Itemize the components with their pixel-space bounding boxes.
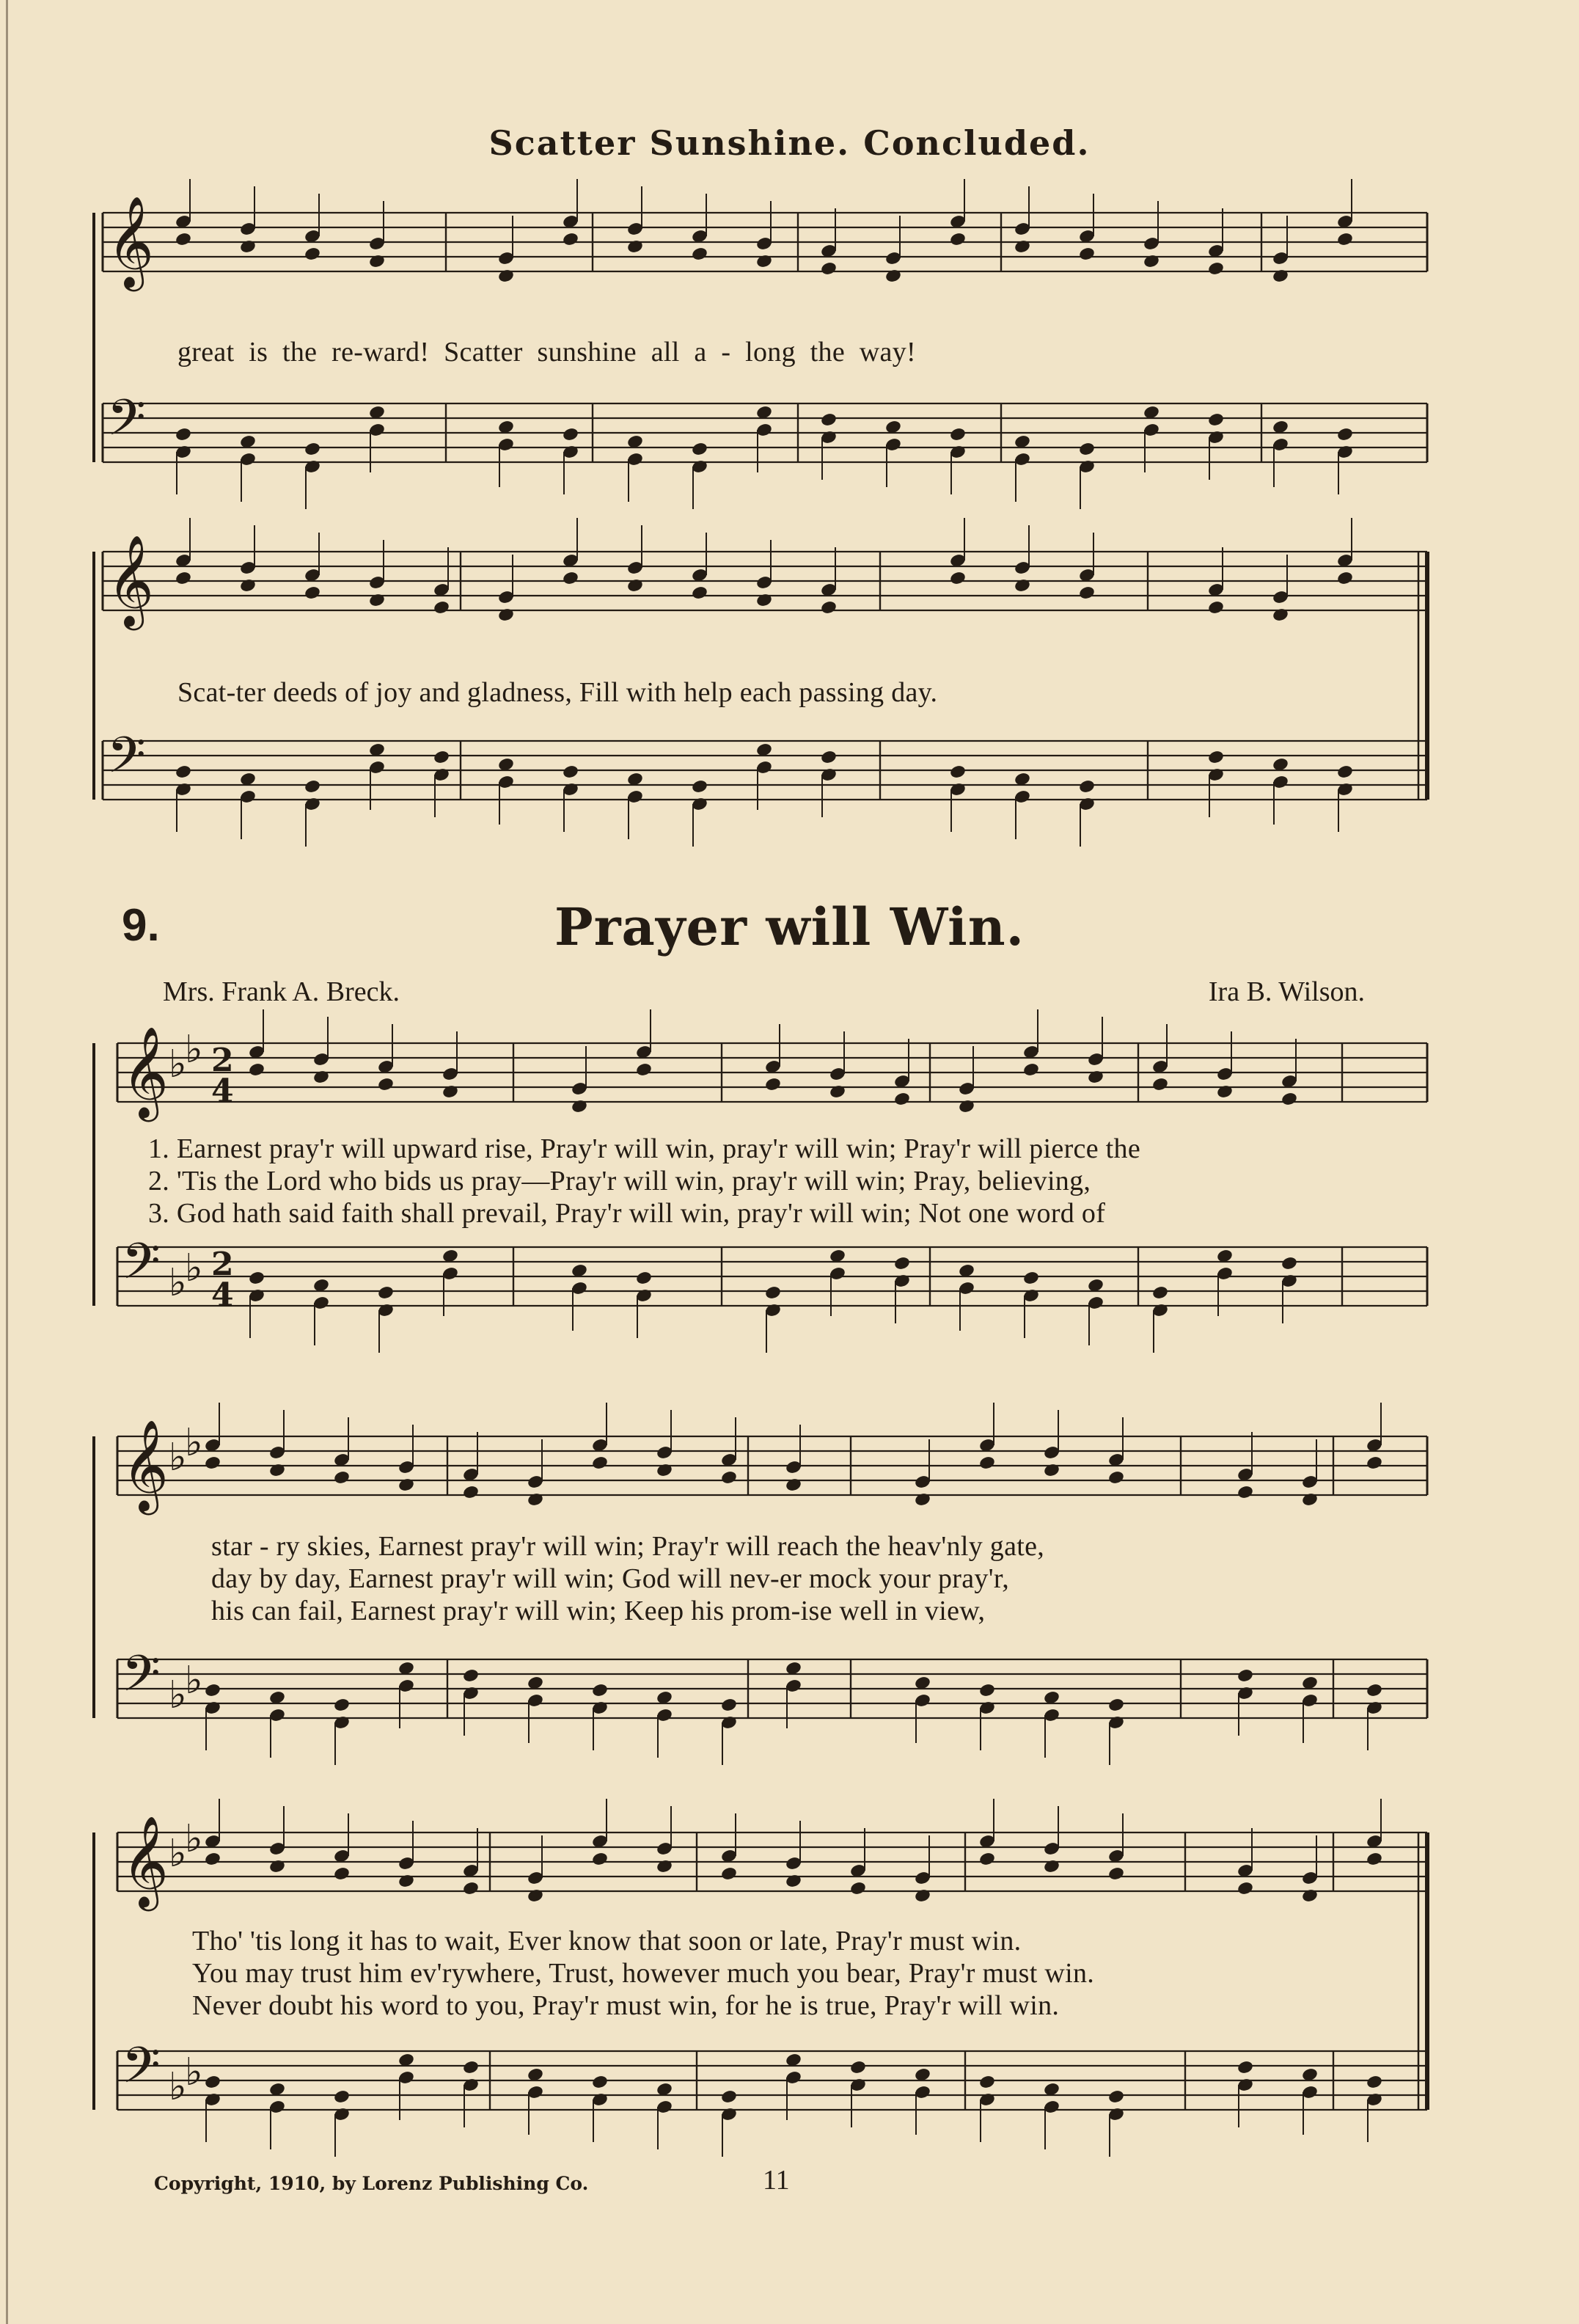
note-head [562, 232, 579, 247]
note-head [1151, 1285, 1169, 1301]
note-head [591, 2075, 609, 2090]
note-head [333, 1866, 351, 1882]
note-head [433, 600, 450, 615]
note-head [949, 571, 967, 586]
note-head [377, 1285, 395, 1301]
note-head [1014, 239, 1031, 255]
note-head [1301, 1888, 1319, 1904]
note-head [377, 1077, 395, 1092]
flat-sign: ♭ [185, 1659, 203, 1703]
note-head [820, 600, 838, 615]
treble-clef-symbol: 𝄞 [107, 196, 154, 288]
note-head [204, 1852, 221, 1867]
flat-sign: ♭ [169, 1261, 187, 1305]
note-head [591, 1852, 609, 1867]
note-head [820, 750, 838, 765]
page-number: 11 [763, 2165, 790, 2196]
note-head [656, 1463, 673, 1478]
verse-line: 2. 'Tis the Lord who bids us pray—Pray'r will win, pray'r will win; Pray, believing, [148, 1166, 1091, 1196]
note-head [691, 246, 708, 262]
note-head [1336, 764, 1354, 780]
song-number: 9. [122, 900, 160, 951]
note-head [820, 261, 838, 277]
note-head [1237, 2060, 1254, 2075]
note-head [398, 1477, 415, 1493]
note-head [175, 764, 192, 780]
note-head [304, 246, 321, 262]
lyricist-credit: Mrs. Frank A. Breck. [163, 976, 400, 1007]
running-header-title: Scatter Sunshine. Concluded. [488, 123, 1091, 163]
note-head [978, 1455, 996, 1471]
note-head [562, 764, 579, 780]
note-head [571, 1099, 588, 1114]
note-head [248, 1271, 265, 1286]
note-head [978, 1852, 996, 1867]
note-head [368, 254, 386, 269]
note-head [691, 585, 708, 601]
note-head [949, 232, 967, 247]
note-head [1107, 2089, 1125, 2105]
note-head [1237, 1881, 1254, 1896]
verse-line: You may trust him ev'rywhere, Trust, however much you bear, Pray'r must win. [192, 1958, 1095, 1989]
flat-sign: ♭ [169, 1832, 187, 1876]
treble-clef-symbol: 𝄞 [122, 1026, 169, 1118]
continued-lyric-line-2: Scat-ter deeds of joy and gladness, Fill with help each passing day. [177, 677, 938, 708]
note-head [1078, 585, 1096, 601]
note-head [204, 1455, 221, 1471]
note-head [1107, 1866, 1125, 1882]
song-title: Prayer will Win. [554, 896, 1025, 957]
note-head [978, 2075, 996, 2090]
note-head [442, 1084, 459, 1100]
bass-clef-symbol: 𝄢 [107, 390, 146, 459]
verse-line: Tho' 'tis long it has to wait, Ever know that soon or late, Pray'r must win. [192, 1926, 1022, 1956]
note-head [591, 1455, 609, 1471]
note-head [175, 232, 192, 247]
time-signature-top: 2 [211, 1246, 234, 1283]
note-head [527, 1492, 544, 1508]
flat-sign: ♭ [185, 2050, 203, 2094]
note-head [720, 1698, 738, 1713]
note-head [1336, 571, 1354, 586]
note-head [626, 578, 644, 593]
note-head [764, 1077, 782, 1092]
note-head [1366, 2075, 1383, 2090]
note-head [1087, 1070, 1104, 1085]
treble-clef-symbol: 𝄞 [122, 1419, 169, 1511]
note-head [239, 239, 257, 255]
note-head [626, 239, 644, 255]
note-head [949, 427, 967, 442]
note-head [914, 1888, 931, 1904]
verse-line: Never doubt his word to you, Pray'r must win, for he is true, Pray'r will win. [192, 1990, 1060, 2021]
note-head [1237, 1485, 1254, 1500]
note-head [239, 578, 257, 593]
note-head [764, 1285, 782, 1301]
note-head [1078, 779, 1096, 794]
flat-sign: ♭ [185, 1421, 203, 1465]
note-head [1151, 1077, 1169, 1092]
note-head [893, 1092, 911, 1107]
flat-sign: ♭ [185, 1246, 203, 1290]
bass-clef-symbol: 𝄢 [122, 1645, 161, 1715]
note-head [820, 412, 838, 428]
flat-sign: ♭ [185, 1817, 203, 1861]
note-head [1207, 750, 1225, 765]
note-head [1078, 442, 1096, 457]
note-head [635, 1271, 653, 1286]
bass-clef-symbol: 𝄢 [122, 2037, 161, 2107]
note-head [497, 607, 515, 623]
verse-line: 1. Earnest pray'r will upward rise, Pray'r will win, pray'r will win; Pray'r will pierce the [148, 1133, 1140, 1164]
time-signature-bottom: 4 [211, 1073, 234, 1110]
note-head [304, 779, 321, 794]
note-head [175, 427, 192, 442]
note-head [1366, 1455, 1383, 1471]
note-head [1272, 268, 1289, 284]
bass-clef-symbol: 𝄢 [122, 1233, 161, 1303]
note-head [368, 593, 386, 608]
copyright-notice: Copyright, 1910, by Lorenz Publishing Co. [154, 2173, 589, 2194]
note-head [1301, 1492, 1319, 1508]
note-head [720, 2089, 738, 2105]
verse-line: 3. God hath said faith shall prevail, Pray'r will win, pray'r will win; Not one word of [148, 1198, 1106, 1229]
note-head [1107, 1470, 1125, 1486]
note-head [462, 2060, 480, 2075]
note-head [1207, 261, 1225, 277]
note-head [656, 1859, 673, 1874]
note-head [1107, 1698, 1125, 1713]
note-head [304, 585, 321, 601]
note-head [433, 750, 450, 765]
note-head [691, 442, 708, 457]
note-head [268, 1859, 286, 1874]
note-head [1043, 1859, 1060, 1874]
note-head [958, 1099, 975, 1114]
note-head [333, 2089, 351, 2105]
note-head [462, 1881, 480, 1896]
note-head [204, 2075, 221, 2090]
note-head [1366, 1852, 1383, 1867]
treble-clef-symbol: 𝄞 [122, 1816, 169, 1907]
note-head [914, 1492, 931, 1508]
note-head [462, 1485, 480, 1500]
note-head [1281, 1256, 1298, 1271]
note-head [204, 1683, 221, 1698]
flat-sign: ♭ [169, 2065, 187, 2109]
note-head [849, 1881, 867, 1896]
note-head [849, 2060, 867, 2075]
note-head [978, 1683, 996, 1698]
flat-sign: ♭ [185, 1028, 203, 1072]
note-head [1272, 607, 1289, 623]
verse-line: his can fail, Earnest pray'r will win; Keep his prom-ise well in view, [211, 1596, 986, 1626]
note-head [720, 1470, 738, 1486]
note-head [785, 1874, 802, 1889]
note-head [562, 571, 579, 586]
note-head [1014, 578, 1031, 593]
verse-line: day by day, Earnest pray'r will win; God will nev-er mock your pray'r, [211, 1563, 1010, 1594]
note-head [462, 1668, 480, 1684]
note-head [333, 1470, 351, 1486]
note-head [333, 1698, 351, 1713]
time-signature-bottom: 4 [211, 1276, 234, 1314]
time-signature-top: 2 [211, 1042, 234, 1079]
note-head [1281, 1092, 1298, 1107]
flat-sign: ♭ [169, 1436, 187, 1480]
note-head [755, 593, 773, 608]
note-head [497, 268, 515, 284]
note-head [304, 442, 321, 457]
note-head [720, 1866, 738, 1882]
note-head [312, 1070, 330, 1085]
note-head [398, 1874, 415, 1889]
note-head [248, 1062, 265, 1078]
note-head [1216, 1084, 1234, 1100]
composer-credit: Ira B. Wilson. [1208, 976, 1365, 1007]
note-head [1336, 232, 1354, 247]
note-head [785, 1477, 802, 1493]
note-head [591, 1683, 609, 1698]
note-head [1336, 427, 1354, 442]
note-head [562, 427, 579, 442]
note-head [527, 1888, 544, 1904]
note-head [1143, 254, 1160, 269]
note-head [1207, 600, 1225, 615]
note-head [893, 1256, 911, 1271]
note-head [1207, 412, 1225, 428]
note-head [1022, 1271, 1040, 1286]
treble-clef-symbol: 𝄞 [107, 535, 154, 626]
note-head [268, 1463, 286, 1478]
note-head [1043, 1463, 1060, 1478]
note-head [1022, 1062, 1040, 1078]
flat-sign: ♭ [169, 1042, 187, 1086]
note-head [949, 764, 967, 780]
verse-line: star - ry skies, Earnest pray'r will win; Pray'r will reach the heav'nly gate, [211, 1531, 1045, 1562]
note-head [1237, 1668, 1254, 1684]
note-head [1366, 1683, 1383, 1698]
note-head [635, 1062, 653, 1078]
note-head [175, 571, 192, 586]
note-head [691, 779, 708, 794]
continued-lyric-line-1: great is the re-ward! Scatter sunshine all a - long the way! [177, 337, 916, 368]
note-head [755, 254, 773, 269]
note-head [1078, 246, 1096, 262]
flat-sign: ♭ [169, 1673, 187, 1717]
bass-clef-symbol: 𝄢 [107, 727, 146, 797]
note-head [884, 268, 902, 284]
note-head [829, 1084, 846, 1100]
